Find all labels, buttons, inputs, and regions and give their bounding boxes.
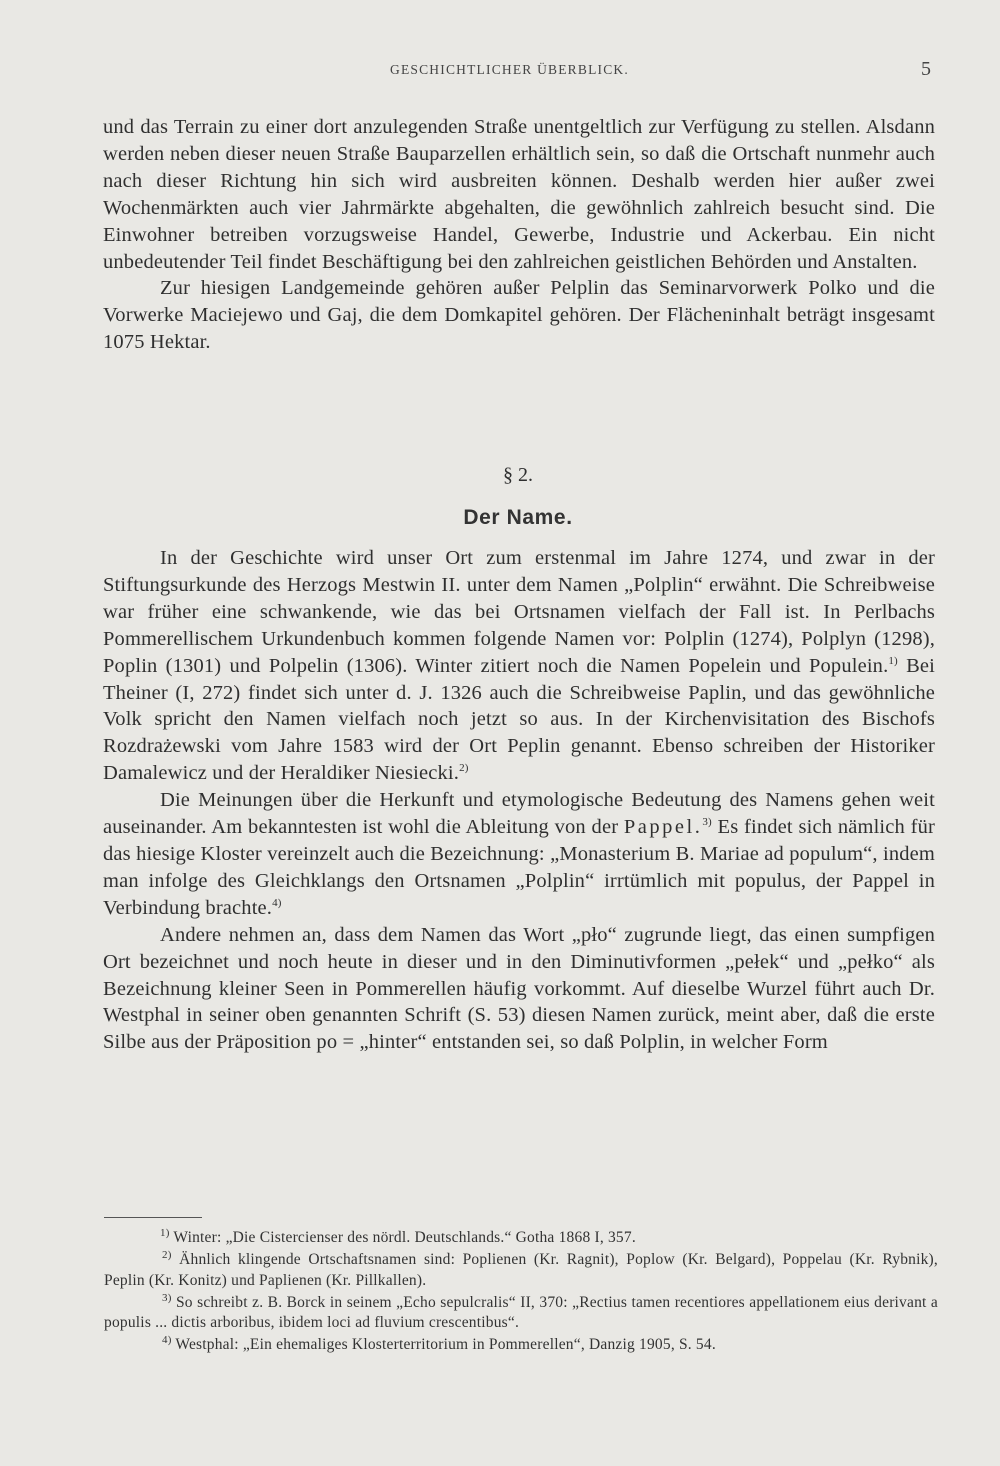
footnote xyxy=(104,1293,938,1334)
footnote-text: Ähnlich klingende Ortschaftsnamen sind: Poplienen (Kr. Ragnit), Poplow (Kr. Belgard), Poppelau (Kr. Rybnik), Peplin (Kr. Konitz) und Paplienen (Kr. Pillkallen). xyxy=(104,1251,938,1289)
body-text-section xyxy=(103,545,935,1056)
paragraph: Zur hiesigen Landgemeinde gehören außer Pelplin das Seminarvorwerk Polko und die Vorwerke Maciejewo und Gaj, die dem Domkapitel gehören. Der Flächeninhalt beträgt insgesamt 1075 Hektar. xyxy=(103,277,935,354)
running-head: GESCHICHTLICHER ÜBERBLICK. xyxy=(390,62,629,77)
footnote-mark: 2) xyxy=(162,1248,172,1261)
footnote-mark: 4) xyxy=(162,1333,172,1346)
footnote xyxy=(104,1250,938,1291)
page-number: 5 xyxy=(921,58,931,80)
paragraph-text: In der Geschichte wird unser Ort zum erstenmal im Jahre 1274, und zwar in der Stiftungsurkunde des Herzogs Mestwin II. unter dem Namen „Polplin“ erwähnt. Die Schreibweise war früher eine schwankende, wie das bei Ortsnamen vielfach der Fall ist. In Perlbachs Pommerellischem Urkundenbuch kommen folgende Namen vor: Polplin (1274), Polplyn (1298), Poplin (1301) und Polpelin (1306). Winter zitiert noch die Namen Popelein und Populein. xyxy=(103,547,935,677)
footnotes xyxy=(104,1228,938,1357)
body-text-top xyxy=(103,114,935,356)
paragraph: Andere nehmen an, dass dem Namen das Wort „pło“ zugrunde liegt, das einen sumpfigen Ort bezeichnet und noch heute in dieser und in den Diminutivformen „pełek“ und „pełko“ als Bezeichnung kleiner Seen in Pommerellen häufig vorkommt. Auf dieselbe Wurzel führt auch Dr. Westphal in seiner oben genannten Schrift (S. 53) diesen Namen zurück, meint aber, daß die erste Silbe aus der Präposition po = „hinter“ entstanden sei, so daß Polplin, in welcher Form xyxy=(103,923,935,1054)
footnote-ref[interactable]: 3) xyxy=(702,816,712,829)
section-title: Der Name. xyxy=(463,506,573,529)
paragraph-text: Es findet sich nämlich für das hiesige Kloster vereinzelt auch die Bezeichnung: „Monasterium B. Mariae ad populum“, indem man infolge des Gleichklangs den Ortsnamen „Polplin“ irrtümlich mit populus, der Pappel in Verbindung brachte. xyxy=(103,816,935,919)
paragraph-text: Bei Theiner (I, 272) findet sich unter d. J. 1326 auch die Schreibweise Paplin, und das gewöhnliche Volk spricht den Namen vielfach noch jetzt so aus. In der Kirchenvisitation des Bischofs Rozdrażewski vom Jahre 1583 wird der Ort Peplin genannt. Ebenso schreiben der Historiker Damalewicz und der Heraldiker Niesiecki. xyxy=(103,654,935,785)
footnote-text: Winter: „Die Cistercienser des nördl. Deutschlands.“ Gotha 1868 I, 357. xyxy=(169,1229,636,1246)
footnote-text: So schreibt z. B. Borck in seinem „Echo sepulcralis“ II, 370: „Rectius tamen recentiores appellationem eius derivant a populis ... dictis arboribus, ibidem loci ad fluvium crescentibus“. xyxy=(104,1293,938,1331)
footnote-ref[interactable]: 1) xyxy=(888,654,898,667)
footnote xyxy=(104,1228,938,1249)
footnote-ref[interactable]: 2) xyxy=(459,762,469,775)
footnote-ref[interactable]: 4) xyxy=(272,896,282,909)
footnote-separator xyxy=(104,1217,202,1218)
paragraph: und das Terrain zu einer dort anzulegenden Straße unentgeltlich zur Verfügung zu stellen. Alsdann werden neben dieser neuen Straße Bauparzellen erhältlich sein, so daß die Ortschaft nunmehr auch nach dieser Richtung hin sich wird ausbreiten können. Deshalb werden hier außer zwei Wochenmärkten auch vier Jahrmärkte abgehalten, die gewöhnlich zahlreich besucht sind. Die Einwohner betreiben vorzugsweise Handel, Gewerbe, Industrie und Ackerbau. Ein nicht unbedeutender Teil findet Beschäftigung bei den zahlreichen geistlichen Behörden und Anstalten. xyxy=(103,116,935,273)
footnote xyxy=(104,1335,938,1356)
footnote-mark: 3) xyxy=(162,1291,172,1304)
section-number: § 2. xyxy=(503,464,533,486)
footnote-text: Westphal: „Ein ehemaliges Klosterterritorium in Pommerellen“, Danzig 1905, S. 54. xyxy=(171,1336,716,1353)
footnote-mark: 1) xyxy=(160,1226,170,1239)
paragraph xyxy=(103,787,935,922)
paragraph-text: Die Meinungen über die Herkunft und etymologische Bedeutung des Namens gehen weit auseinander. Am bekanntesten ist wohl die Ableitung von der xyxy=(103,789,935,839)
emphasized-word: Pappel. xyxy=(623,816,703,839)
paragraph xyxy=(103,545,935,787)
